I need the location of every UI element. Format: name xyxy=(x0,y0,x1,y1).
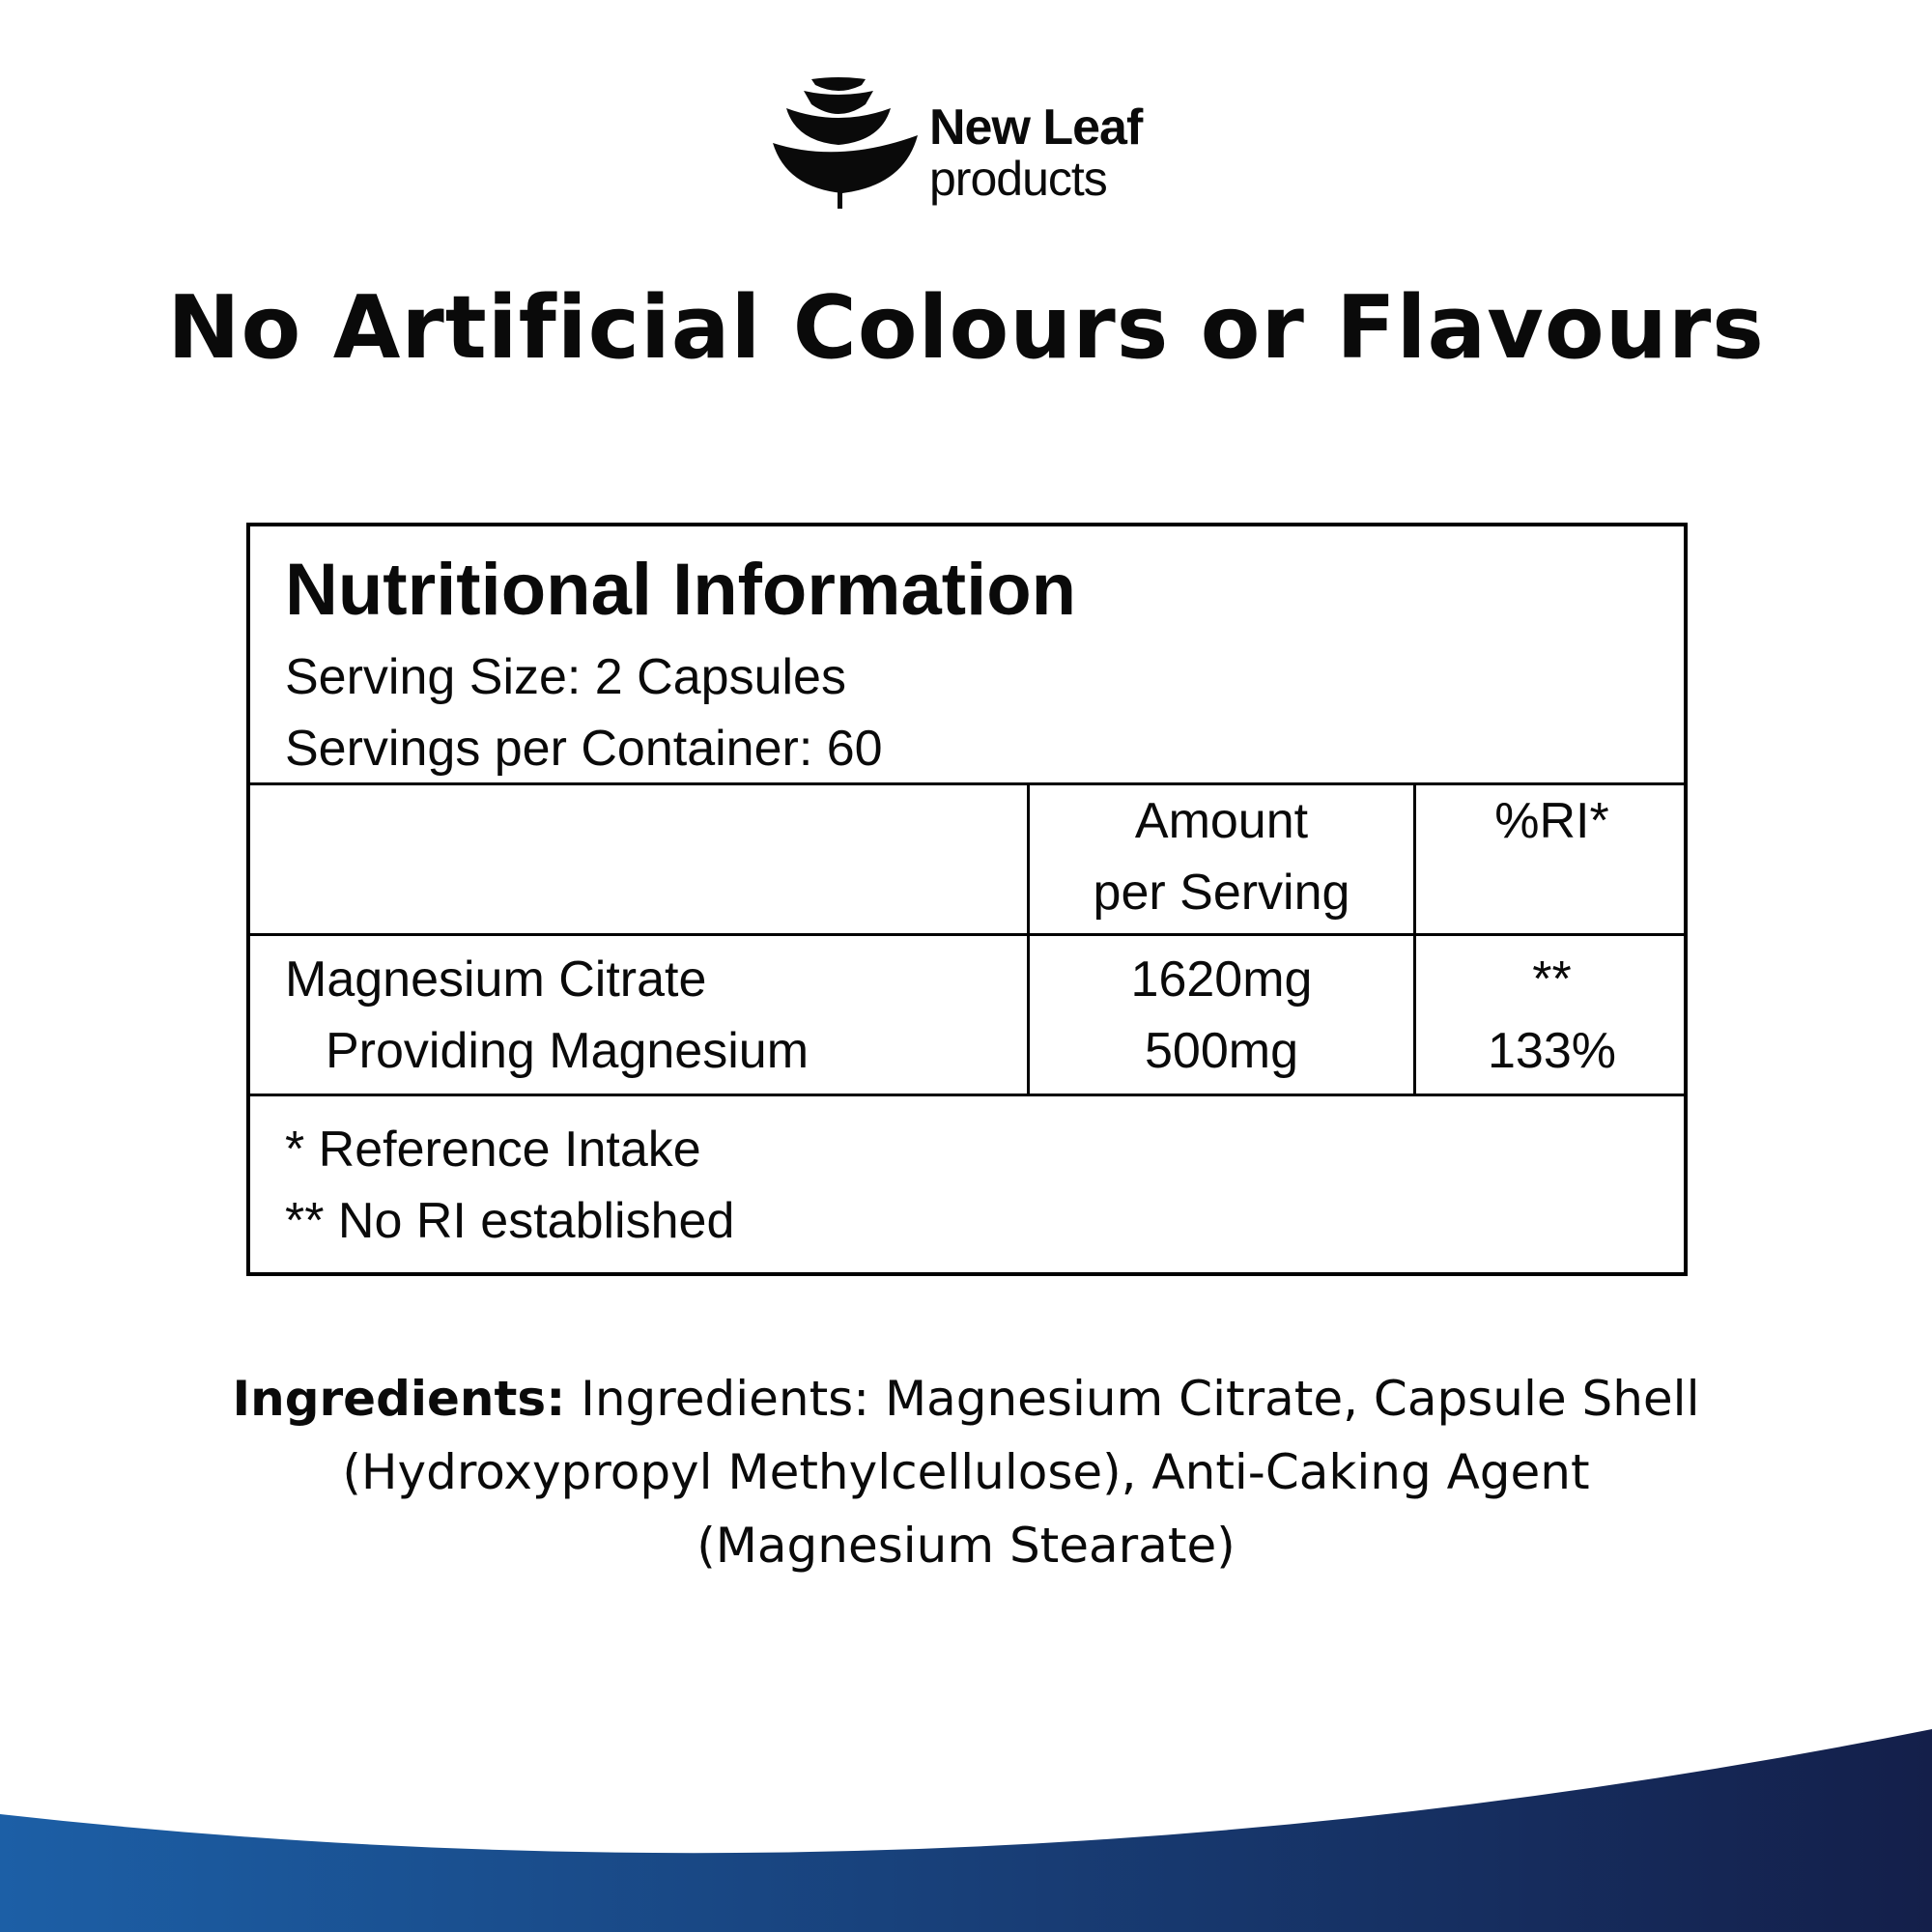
brand-name-line2: products xyxy=(929,152,1107,206)
ingredients-text xyxy=(193,1362,1739,1582)
headline: No Artificial Colours or Flavours xyxy=(167,277,1765,379)
nutrient-ri: ** xyxy=(1532,952,1572,1008)
nutrition-title: Nutritional Information xyxy=(285,549,1077,631)
nutrient-ri: 133% xyxy=(1488,1023,1616,1079)
nutrient-amount: 500mg xyxy=(1145,1023,1298,1079)
nutrition-table xyxy=(250,785,1684,1096)
footnotes xyxy=(285,1114,734,1257)
ingredients-label: Ingredients: xyxy=(232,1371,566,1427)
nutrition-header xyxy=(250,526,1684,785)
column-header-amount-line2: per Serving xyxy=(1093,865,1350,921)
nutrient-name: Providing Magnesium xyxy=(326,1023,810,1079)
column-header-amount-line1: Amount xyxy=(1134,793,1309,849)
table-divider xyxy=(250,1094,1684,1096)
nutrient-amount: 1620mg xyxy=(1130,952,1313,1008)
column-header-ri: %RI* xyxy=(1494,793,1609,849)
footnote: * Reference Intake xyxy=(285,1122,701,1178)
table-divider xyxy=(250,933,1684,936)
nutrient-name: Magnesium Citrate xyxy=(285,952,707,1008)
ingredients-list: Ingredients: Magnesium Citrate, Capsule Shell (Hydroxypropyl Methylcellulose), Anti-Caking Agent (Magnesium Stearate) xyxy=(342,1371,1700,1574)
brand-name-line1: New Leaf xyxy=(929,99,1143,156)
footnote: ** No RI established xyxy=(285,1193,735,1249)
brand-logo xyxy=(773,73,1179,218)
servings-per-container: Servings per Container: 60 xyxy=(285,721,883,777)
decorative-wave xyxy=(0,1700,1932,1932)
stacked-leaf-tree-icon xyxy=(773,73,918,209)
nutrition-panel xyxy=(246,523,1688,1276)
serving-size: Serving Size: 2 Capsules xyxy=(285,649,846,705)
